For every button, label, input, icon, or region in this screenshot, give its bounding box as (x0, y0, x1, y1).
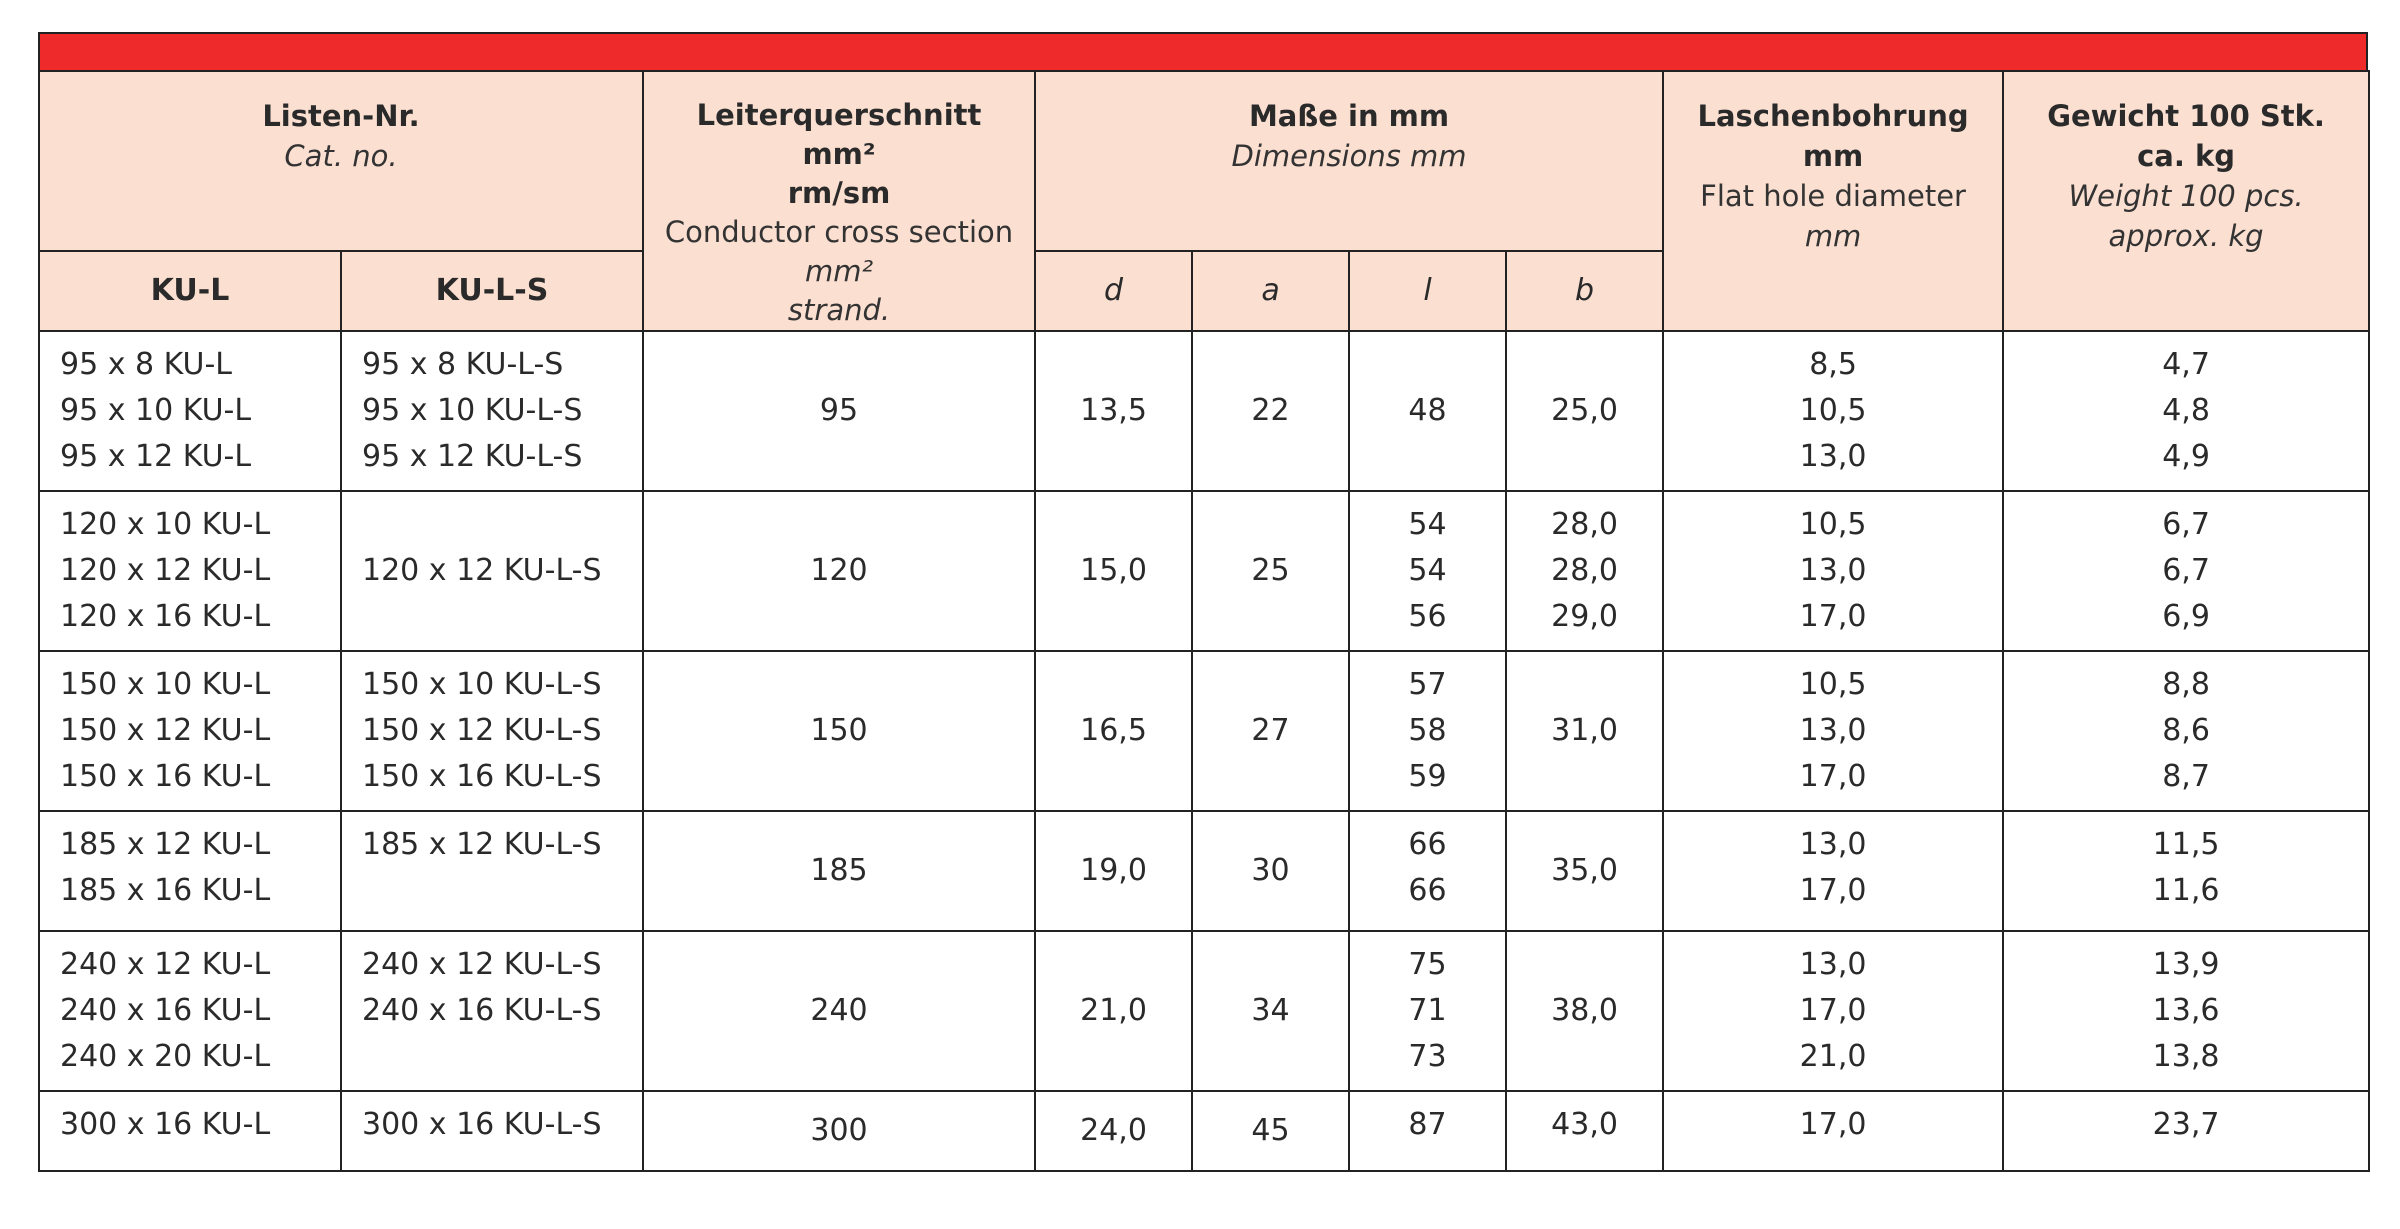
cell-line (362, 502, 642, 548)
cell-d: 21,0 (1035, 931, 1192, 1091)
cell-line: 8,8 (2162, 667, 2210, 702)
cell-d: 16,5 (1035, 651, 1192, 811)
cell-d: 19,0 (1035, 811, 1192, 931)
cell-line: 87 (1408, 1107, 1447, 1142)
cell-line: 4,8 (2162, 393, 2210, 428)
cell-line (362, 594, 642, 640)
cell-b (1506, 811, 1663, 931)
cell-l (1349, 331, 1506, 491)
cell-hole (1663, 1091, 2003, 1171)
table-row (39, 331, 2369, 491)
cell-line: 10,5 (1799, 667, 1867, 702)
cell-line: 75 (1408, 947, 1447, 982)
cell-line: 11,5 (2152, 827, 2220, 862)
header-cross-en1: Conductor cross section (664, 215, 1014, 249)
cell-line: 10,5 (1799, 393, 1867, 428)
cell-line: 17,0 (1799, 873, 1867, 908)
cell-weight (2003, 651, 2369, 811)
cell-line: 240 x 20 KU-L (60, 1039, 271, 1074)
header-dim-l: l (1349, 251, 1506, 331)
cell-line: 120 x 12 KU-L-S (362, 553, 602, 588)
cell-line: 13,0 (1799, 827, 1867, 862)
cell-line: 29,0 (1551, 599, 1618, 634)
header-masse-de: Maße in mm (1248, 99, 1450, 133)
cell-a: 25 (1192, 491, 1349, 651)
cell-line: 6,9 (2162, 599, 2210, 634)
cell-line: 59 (1408, 759, 1447, 794)
cell-d: 24,0 (1035, 1091, 1192, 1171)
cell-line (362, 868, 642, 914)
cell-cross: 185 (643, 811, 1035, 931)
cell-hole (1663, 331, 2003, 491)
table-row (39, 651, 2369, 811)
cell-b (1506, 491, 1663, 651)
cell-line: 150 x 10 KU-L-S (362, 667, 602, 702)
cell-line: 95 x 12 KU-L (60, 439, 252, 474)
cell-line: 95 x 12 KU-L-S (362, 439, 583, 474)
catalog-sheet (38, 32, 2368, 1172)
cell-line: 8,7 (2162, 759, 2210, 794)
cell-line: 120 x 12 KU-L (60, 553, 271, 588)
cell-ku-l-s (341, 491, 643, 651)
cell-line: 300 x 16 KU-L-S (362, 1107, 602, 1142)
cell-line: 54 (1408, 507, 1447, 542)
cell-line: 8,6 (2162, 713, 2210, 748)
cell-a: 45 (1192, 1091, 1349, 1171)
cell-line: 31,0 (1551, 713, 1618, 748)
header-dim-d: d (1035, 251, 1192, 331)
cell-b (1506, 1091, 1663, 1171)
cell-hole (1663, 651, 2003, 811)
cell-line: 13,0 (1799, 439, 1867, 474)
cell-line: 11,6 (2152, 873, 2220, 908)
cell-line: 66 (1408, 827, 1447, 862)
header-laschenbohrung (1663, 71, 2003, 331)
cell-d: 15,0 (1035, 491, 1192, 651)
cell-line: 300 x 16 KU-L (60, 1107, 271, 1142)
cell-line: 25,0 (1551, 393, 1618, 428)
header-dim-b: b (1506, 251, 1663, 331)
cell-line: 57 (1408, 667, 1447, 702)
cell-line: 150 x 12 KU-L (60, 713, 271, 748)
cell-line: 6,7 (2162, 553, 2210, 588)
cell-line: 13,9 (2152, 947, 2220, 982)
cell-line: 6,7 (2162, 507, 2210, 542)
cell-cross: 95 (643, 331, 1035, 491)
cell-line: 38,0 (1551, 993, 1618, 1028)
cell-line: 4,9 (2162, 439, 2210, 474)
cell-l (1349, 811, 1506, 931)
cell-line: 240 x 12 KU-L (60, 947, 271, 982)
cell-line: 185 x 16 KU-L (60, 873, 271, 908)
cell-hole (1663, 491, 2003, 651)
cell-l (1349, 491, 1506, 651)
cell-line: 13,0 (1799, 713, 1867, 748)
cell-line: 95 x 10 KU-L-S (362, 393, 583, 428)
cell-line: 17,0 (1799, 1107, 1867, 1142)
cell-weight (2003, 331, 2369, 491)
cell-line: 23,7 (2152, 1107, 2220, 1142)
header-weight-de2: ca. kg (2137, 139, 2236, 173)
cell-b (1506, 651, 1663, 811)
cell-line: 150 x 10 KU-L (60, 667, 271, 702)
table-row (39, 491, 2369, 651)
cell-line: 240 x 12 KU-L-S (362, 947, 602, 982)
header-hole-de1: Laschenbohrung (1697, 99, 1969, 133)
cell-line: 120 x 10 KU-L (60, 507, 271, 542)
table-body (39, 331, 2369, 1171)
cell-b (1506, 931, 1663, 1091)
header-weight-en1: Weight 100 pcs. (2068, 179, 2304, 213)
cell-a: 34 (1192, 931, 1349, 1091)
product-table (38, 70, 2370, 1172)
header-listen-nr-de: Listen-Nr. (262, 99, 420, 133)
header-masse (1035, 71, 1663, 251)
header-hole-de2: mm (1802, 139, 1864, 173)
cell-line: 185 x 12 KU-L-S (362, 827, 602, 862)
cell-ku-l (39, 491, 341, 651)
header-weight-en2: approx. kg (2108, 219, 2264, 253)
header-masse-en: Dimensions mm (1231, 139, 1467, 173)
cell-line: 73 (1408, 1039, 1447, 1074)
cell-ku-l-s (341, 811, 643, 931)
cell-line: 71 (1408, 993, 1447, 1028)
header-cross-de1: Leiterquerschnitt (696, 98, 982, 132)
cell-a: 30 (1192, 811, 1349, 931)
cell-line: 13,8 (2152, 1039, 2220, 1074)
header-cross-de3: rm/sm (787, 176, 891, 210)
header-ku-l: KU-L (39, 251, 341, 331)
cell-line: 21,0 (1799, 1039, 1867, 1074)
cell-ku-l-s (341, 931, 643, 1091)
cell-a: 27 (1192, 651, 1349, 811)
cell-cross: 150 (643, 651, 1035, 811)
cell-line: 8,5 (1809, 347, 1857, 382)
cell-l (1349, 931, 1506, 1091)
cell-line: 17,0 (1799, 993, 1867, 1028)
red-title-bar (38, 32, 2368, 70)
cell-ku-l-s (341, 651, 643, 811)
cell-l (1349, 651, 1506, 811)
table-row (39, 811, 2369, 931)
header-gewicht (2003, 71, 2369, 331)
cell-ku-l (39, 1091, 341, 1171)
cell-weight (2003, 811, 2369, 931)
cell-weight (2003, 931, 2369, 1091)
header-dim-a: a (1192, 251, 1349, 331)
cell-ku-l-s (341, 331, 643, 491)
cell-line: 28,0 (1551, 507, 1618, 542)
cell-line: 95 x 10 KU-L (60, 393, 252, 428)
cell-line: 240 x 16 KU-L-S (362, 993, 602, 1028)
cell-a: 22 (1192, 331, 1349, 491)
cell-line: 13,0 (1799, 947, 1867, 982)
header-listen-nr (39, 71, 643, 251)
cell-line: 28,0 (1551, 553, 1618, 588)
cell-line: 17,0 (1799, 759, 1867, 794)
cell-line: 13,6 (2152, 993, 2220, 1028)
header-leiterquerschnitt (643, 71, 1035, 331)
cell-line: 150 x 16 KU-L-S (362, 759, 602, 794)
cell-line: 240 x 16 KU-L (60, 993, 271, 1028)
cell-b (1506, 331, 1663, 491)
cell-line: 54 (1408, 553, 1447, 588)
cell-weight (2003, 1091, 2369, 1171)
cell-line: 150 x 16 KU-L (60, 759, 271, 794)
cell-d: 13,5 (1035, 331, 1192, 491)
cell-line: 66 (1408, 873, 1447, 908)
cell-hole (1663, 931, 2003, 1091)
header-ku-l-s: KU-L-S (341, 251, 643, 331)
cell-line: 120 x 16 KU-L (60, 599, 271, 634)
cell-line: 35,0 (1551, 853, 1618, 888)
header-cross-en2: mm² (804, 254, 874, 288)
header-cross-en3: strand. (787, 293, 891, 327)
cell-line: 43,0 (1551, 1107, 1618, 1142)
cell-hole (1663, 811, 2003, 931)
header-weight-de1: Gewicht 100 Stk. (2047, 99, 2325, 133)
cell-line: 13,0 (1799, 553, 1867, 588)
header-hole-en2: mm (1804, 219, 1862, 253)
cell-ku-l (39, 811, 341, 931)
cell-line: 4,7 (2162, 347, 2210, 382)
cell-l (1349, 1091, 1506, 1171)
table-row (39, 1091, 2369, 1171)
cell-cross: 120 (643, 491, 1035, 651)
cell-ku-l (39, 931, 341, 1091)
cell-line: 58 (1408, 713, 1447, 748)
cell-line: 10,5 (1799, 507, 1867, 542)
cell-cross: 240 (643, 931, 1035, 1091)
cell-weight (2003, 491, 2369, 651)
header-listen-nr-en: Cat. no. (284, 139, 398, 173)
cell-line: 56 (1408, 599, 1447, 634)
cell-line: 150 x 12 KU-L-S (362, 713, 602, 748)
cell-ku-l-s (341, 1091, 643, 1171)
cell-line: 48 (1408, 393, 1447, 428)
table-row (39, 931, 2369, 1091)
cell-line: 95 x 8 KU-L-S (362, 347, 564, 382)
cell-line: 95 x 8 KU-L (60, 347, 232, 382)
cell-line: 185 x 12 KU-L (60, 827, 271, 862)
header-hole-en1: Flat hole diameter (1700, 179, 1966, 213)
cell-line: 17,0 (1799, 599, 1867, 634)
cell-cross: 300 (643, 1091, 1035, 1171)
cell-ku-l (39, 651, 341, 811)
cell-line (362, 1034, 642, 1080)
header-cross-de2: mm² (802, 137, 876, 171)
cell-ku-l (39, 331, 341, 491)
